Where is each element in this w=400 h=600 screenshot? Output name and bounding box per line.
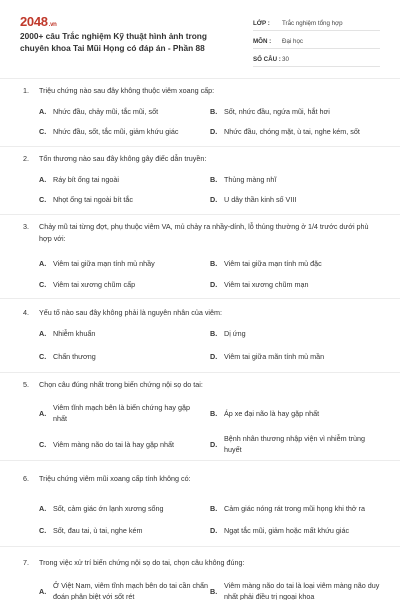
question-body: Chảy mũ tai từng đợt, phụ thuộc viêm VA, mủ chảy ra nhầy-dính, lỗ thủng thường ở 1/4 trước dưới phù hợp với:	[39, 222, 369, 243]
option-d[interactable]	[210, 194, 380, 205]
option-letter: A.	[39, 503, 47, 513]
option-c[interactable]	[39, 525, 209, 536]
option-text: Viêm màng não do tai là hay gặp nhất	[53, 439, 174, 449]
meta-value: Trắc nghiệm tổng hợp	[282, 20, 343, 27]
question-text	[23, 153, 383, 165]
option-b[interactable]	[210, 174, 380, 185]
option-letter: B.	[210, 175, 218, 184]
option-letter: B.	[210, 329, 218, 338]
option-d[interactable]	[210, 525, 380, 536]
option-b[interactable]	[210, 328, 380, 339]
question-number: 3.	[23, 222, 29, 231]
option-d[interactable]	[210, 126, 390, 137]
question-text	[23, 379, 383, 391]
option-text: Viêm tĩnh mạch bên là biến chứng hay gặp nhất	[53, 403, 190, 423]
question-card	[0, 78, 400, 150]
question-number: 2.	[23, 154, 29, 163]
option-c[interactable]	[39, 431, 209, 457]
option-text: Viêm tai xương chũm cấp	[53, 280, 136, 289]
option-letter: D.	[210, 352, 218, 361]
question-text	[23, 307, 383, 319]
option-b[interactable]	[210, 106, 380, 117]
option-a[interactable]	[39, 579, 209, 600]
question-body: Triệu chứng viêm mũi xoang cấp tính không có:	[39, 474, 191, 483]
meta-value: Đại học	[282, 38, 303, 45]
option-text: Viêm tai giữa mạn tính mủ đặc	[224, 259, 322, 268]
question-card	[0, 146, 400, 218]
option-text: Sốt, đau tai, ù tai, nghe kém	[53, 526, 143, 535]
option-a[interactable]	[39, 106, 209, 117]
option-letter: C.	[39, 280, 47, 289]
option-a[interactable]	[39, 258, 209, 269]
option-text: Viêm tai giữa mạn tính mủ nhầy	[53, 259, 155, 268]
option-d[interactable]	[210, 351, 380, 362]
question-body: Tổn thương nào sau đây không gây điếc dẫn truyền:	[39, 154, 207, 163]
question-number: 4.	[23, 308, 29, 317]
meta-key: SỐ CÂU :	[253, 56, 281, 63]
option-text: Viêm tai giữa mãn tính mủ mần	[224, 352, 325, 361]
option-text: Bệnh nhân thương nhập viện vì nhiễm trùng huyết	[224, 434, 365, 454]
meta-table	[253, 13, 380, 67]
question-body: Triệu chứng nào sau đây không thuộc viêm xoang cấp:	[39, 86, 215, 95]
option-text: Thủng màng nhĩ	[224, 175, 277, 184]
option-d[interactable]	[210, 431, 380, 457]
option-text: Nhức đầu, sốt, tắc mũi, giảm khứu giác	[53, 127, 179, 136]
site-logo[interactable]	[20, 14, 57, 29]
question-number: 7.	[23, 558, 29, 567]
option-letter: D.	[210, 439, 218, 449]
meta-row-subject	[253, 31, 380, 49]
option-a[interactable]	[39, 328, 209, 339]
option-d[interactable]	[210, 279, 380, 290]
option-c[interactable]	[39, 126, 209, 137]
meta-key: LỚP :	[253, 20, 270, 27]
option-letter: D.	[210, 526, 218, 535]
option-text: Áp xe đại não là hay gặp nhất	[224, 408, 320, 418]
question-card	[0, 298, 400, 372]
option-letter: C.	[39, 195, 47, 204]
question-card	[0, 214, 400, 302]
option-letter: C.	[39, 352, 47, 361]
meta-value: 30	[282, 56, 289, 63]
option-c[interactable]	[39, 194, 209, 205]
option-letter: C.	[39, 127, 47, 136]
option-a[interactable]	[39, 174, 209, 185]
question-card	[0, 460, 400, 546]
option-text: Ngạt tắc mũi, giảm hoặc mất khứu giác	[224, 526, 350, 535]
option-text: Sốt, nhức đầu, ngứa mũi, hắt hơi	[224, 107, 330, 116]
page-title: 2000+ câu Trắc nghiệm Kỹ thuật hình ảnh trong chuyên khoa Tai Mũi Họng có đáp án - Phần 88	[20, 31, 207, 53]
question-body: Trong việc xử trí biến chứng nội sọ do tai, chọn câu không đúng:	[39, 558, 245, 567]
option-letter: A.	[39, 329, 47, 338]
option-a[interactable]	[39, 495, 209, 521]
option-text: Nhiễm khuẩn	[53, 329, 96, 338]
option-letter: D.	[210, 280, 218, 289]
option-letter: C.	[39, 439, 47, 449]
question-text	[23, 557, 383, 569]
option-letter: D.	[210, 195, 218, 204]
option-letter: A.	[39, 586, 47, 596]
question-number: 5.	[23, 380, 29, 389]
option-letter: A.	[39, 107, 47, 116]
option-letter: B.	[210, 408, 218, 418]
option-text: Ở Việt Nam, viêm tĩnh mạch bên do tai cần chẩn đoán phân biệt với sốt rét	[53, 581, 209, 600]
question-number: 1.	[23, 86, 29, 95]
option-text: Sốt, cảm giác ớn lạnh xương sống	[53, 503, 164, 513]
option-text: Viêm tai xương chũm mạn	[224, 280, 309, 289]
logo-suffix: .vn	[48, 22, 57, 28]
option-letter: B.	[210, 259, 218, 268]
option-c[interactable]	[39, 351, 209, 362]
option-letter: A.	[39, 408, 47, 418]
option-b[interactable]	[210, 258, 380, 269]
option-text: Ráy bít ống tai ngoài	[53, 175, 119, 184]
meta-row-class	[253, 13, 380, 31]
option-text: Nhức đầu, chảy mũi, tắc mũi, sốt	[53, 107, 159, 116]
option-a[interactable]	[39, 400, 209, 426]
option-letter: D.	[210, 127, 218, 136]
meta-key: MÔN :	[253, 38, 272, 45]
option-b[interactable]	[210, 495, 380, 521]
option-text: U dây thần kinh số VIII	[224, 195, 297, 204]
question-card	[0, 546, 400, 600]
option-text: Dị ứng	[224, 329, 246, 338]
question-card	[0, 372, 400, 460]
option-text: Chấn thương	[53, 352, 96, 361]
option-c[interactable]	[39, 279, 209, 290]
meta-row-count	[253, 49, 380, 67]
option-letter: A.	[39, 259, 47, 268]
option-letter: A.	[39, 175, 47, 184]
option-text: Viêm màng não do tai là loại viêm màng não duy nhất phải điều trị ngoại khoa	[224, 581, 380, 600]
question-text	[23, 85, 383, 97]
header	[0, 0, 400, 72]
option-text: Cảm giác nóng rát trong mũi họng khi thở ra	[224, 503, 365, 513]
question-text	[23, 221, 383, 244]
question-text	[23, 473, 383, 485]
option-b[interactable]	[210, 400, 380, 426]
logo-text: 2048	[20, 14, 48, 29]
option-b[interactable]	[210, 579, 380, 600]
question-body: Yếu tố nào sau đây không phải là nguyên nhân của viêm:	[39, 308, 223, 317]
option-letter: B.	[210, 503, 218, 513]
option-letter: B.	[210, 586, 218, 596]
option-letter: B.	[210, 107, 218, 116]
option-text: Nhọt ống tai ngoài bít tắc	[53, 195, 133, 204]
option-text: Nhức đầu, chóng mặt, ù tai, nghe kém, sốt	[224, 127, 360, 136]
question-number: 6.	[23, 474, 29, 483]
option-letter: C.	[39, 526, 47, 535]
question-body: Chọn câu đúng nhất trong biến chứng nội sọ do tai:	[39, 380, 203, 389]
